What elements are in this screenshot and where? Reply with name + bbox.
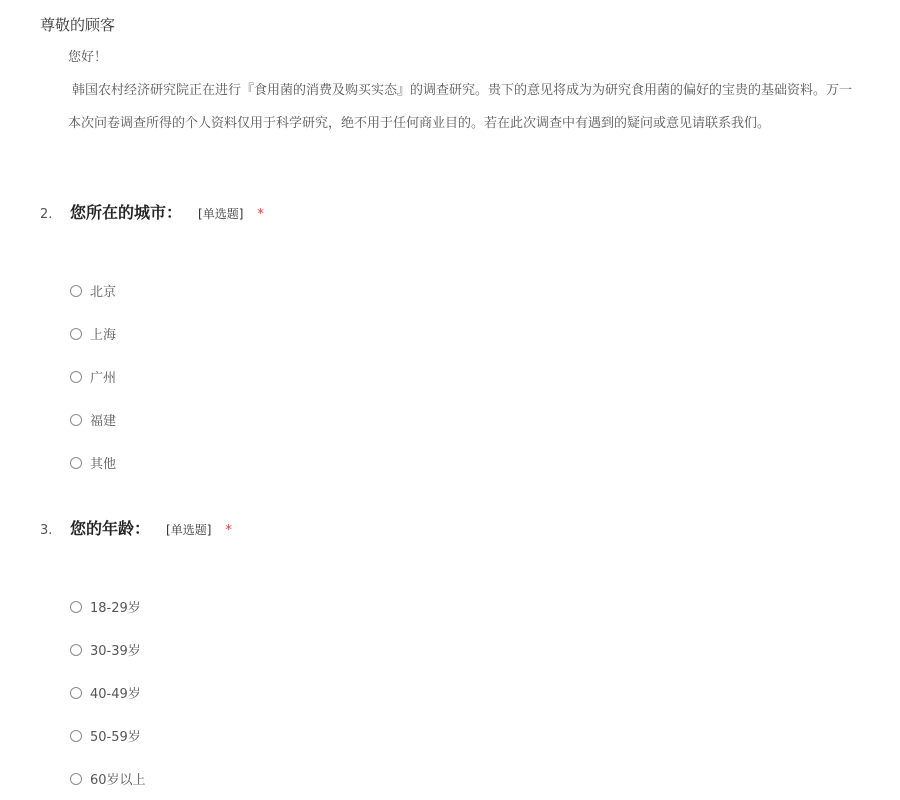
intro-body [68,47,900,135]
option-label: 广州 [90,371,117,386]
option-age-18-29[interactable] [70,585,900,628]
question-number: 2. [40,207,53,222]
question-city [40,200,900,484]
question-type-label: [单选题] [166,523,212,537]
option-fujian[interactable] [70,398,900,441]
question-title: 您的年龄： [70,519,151,538]
radio-button[interactable] [70,601,82,613]
radio-button[interactable] [70,644,82,656]
required-marker: * [257,207,264,222]
option-label: 上海 [90,328,117,343]
option-age-40-49[interactable] [70,671,900,714]
survey-intro [40,14,900,146]
option-label: 福建 [90,414,117,429]
option-shanghai[interactable] [70,312,900,355]
question-header [40,516,900,540]
option-age-50-59[interactable] [70,714,900,757]
required-marker: * [225,523,232,538]
option-guangzhou[interactable] [70,355,900,398]
option-label: 30-39岁 [90,644,141,659]
radio-button[interactable] [70,371,82,383]
question-age [40,516,900,800]
radio-button[interactable] [70,328,82,340]
radio-button[interactable] [70,773,82,785]
intro-paragraph-2: 本次问卷调查所得的个人资料仅用于科学研究，绝不用于任何商业目的。若在此次调查中有遇到的疑问或意见请联系我们。 [68,116,771,131]
option-label: 18-29岁 [90,601,141,616]
question-number: 3. [40,523,53,538]
question-title: 您所在的城市： [70,203,183,222]
option-label: 其他 [90,457,117,472]
option-list [70,269,900,484]
intro-paragraph-1: 韩国农村经济研究院正在进行『食用菌的消费及购买实态』的调查研究。贵下的意见将成为为研究食用菌的偏好的宝贵的基础资料。万一 [72,83,853,98]
option-label: 60岁以上 [90,773,146,788]
question-header [40,200,900,224]
option-label: 北京 [90,285,117,300]
option-label: 40-49岁 [90,687,141,702]
option-list [70,585,900,800]
radio-button[interactable] [70,687,82,699]
option-other[interactable] [70,441,900,484]
option-age-30-39[interactable] [70,628,900,671]
radio-button[interactable] [70,285,82,297]
radio-button[interactable] [70,457,82,469]
salutation: 尊敬的顾客 [40,16,116,34]
radio-button[interactable] [70,414,82,426]
option-beijing[interactable] [70,269,900,312]
intro-hello: 您好！ [68,50,108,65]
option-label: 50-59岁 [90,730,141,745]
question-type-label: [单选题] [198,207,244,221]
radio-button[interactable] [70,730,82,742]
option-age-60-plus[interactable] [70,757,900,800]
